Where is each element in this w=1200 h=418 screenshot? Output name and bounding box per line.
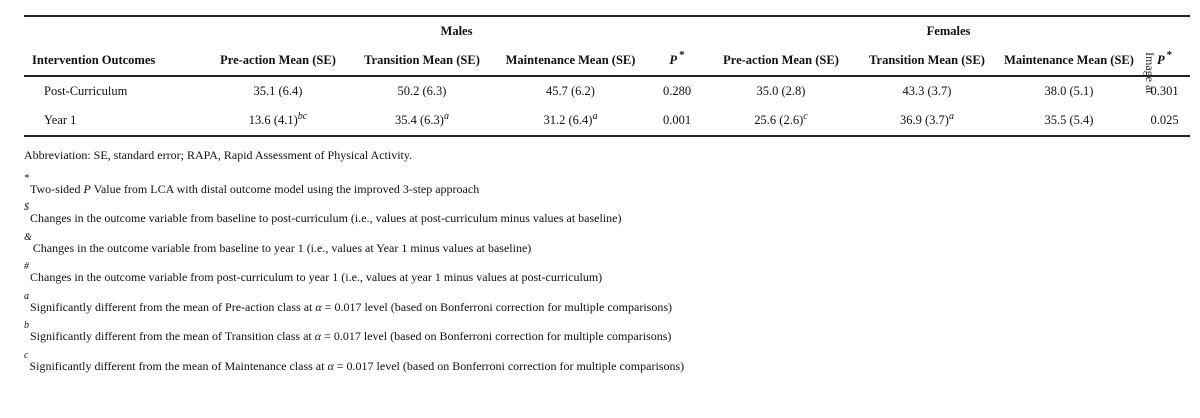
cell-value: 43.3 (3.7): [902, 83, 952, 98]
col-header-females-preaction: Pre-action Mean (SE): [707, 45, 855, 76]
footnote-text: [30, 182, 479, 197]
cell-value: 38.0 (5.1): [1044, 83, 1094, 98]
cell-females-p: 0.301: [1150, 83, 1179, 98]
footnote-b: [24, 320, 1184, 353]
alpha-symbol: α: [315, 299, 322, 314]
col-header-males-p: [647, 45, 707, 76]
footnote-text-part: = 0.017 level (based on Bonferroni correction for multiple comparisons): [321, 329, 672, 343]
cell-value: 36.9 (3.7): [900, 112, 949, 127]
row-label: Year 1: [24, 105, 206, 136]
cell-value: 35.5 (5.4): [1044, 112, 1094, 127]
footnote-text: [30, 329, 671, 344]
p-asterisk: *: [1166, 49, 1173, 62]
cell-females-preaction: [707, 105, 855, 136]
footnote-text-part: = 0.017 level (based on Bonferroni correction for multiple comparisons): [321, 299, 673, 314]
group-header-empty: [24, 16, 206, 45]
alpha-symbol: α: [327, 358, 334, 373]
cell-superscript: a: [592, 110, 598, 122]
footnote-text-part: Significantly different from the mean of Transition class at: [30, 329, 315, 343]
footnote-text: Changes in the outcome variable from baseline to post-curriculum (i.e., values at post-curriculum minus values at baseline): [30, 211, 622, 225]
cell-value: 50.2 (6.3): [397, 83, 447, 98]
table-row: [24, 76, 1190, 105]
cell-value: 35.4 (6.3): [395, 112, 444, 127]
footnote-text-part: Value from LCA with distal outcome model using the improved 3-step approach: [90, 181, 480, 196]
p-label: P: [669, 52, 678, 67]
footnote-text-part: Two-sided: [30, 181, 84, 196]
footnote-text: Changes in the outcome variable from baseline to year 1 (i.e., values at Year 1 minus values at baseline): [32, 240, 532, 255]
cell-males-preaction: [206, 76, 350, 105]
cell-females-maintenance: [999, 76, 1139, 105]
row-label: Post-Curriculum: [44, 83, 128, 98]
cell-males-maintenance: [494, 105, 647, 136]
col-header-males-maintenance: Maintenance Mean (SE): [494, 45, 647, 76]
footnote-text: Abbreviation: SE, standard error; RAPA, Rapid Assessment of Physical Activity.: [24, 148, 413, 162]
cell-females-p: 0.025: [1139, 105, 1190, 136]
p-asterisk: *: [679, 49, 685, 62]
group-header-males: Males: [206, 16, 707, 45]
cell-value: 25.6 (2.6): [754, 112, 804, 127]
cell-value: 45.7 (6.2): [546, 83, 595, 98]
footnote-a: [24, 290, 1184, 324]
footnote-hash: [24, 261, 1184, 294]
results-table-container: [24, 15, 1190, 137]
alpha-symbol: α: [314, 329, 322, 343]
footnote-c: [24, 349, 1184, 383]
cell-males-preaction: [206, 105, 350, 136]
col-header-females-maintenance: Maintenance Mean (SE): [999, 45, 1139, 76]
footnote-text: [29, 359, 684, 374]
footnote-mark: c: [24, 349, 29, 361]
cell-females-transition: [855, 76, 999, 105]
cell-superscript: bc: [297, 110, 308, 122]
footnote-dollar: [24, 202, 1184, 235]
cell-females-transition: [855, 105, 999, 136]
col-header-males-preaction: Pre-action Mean (SE): [206, 45, 350, 76]
cell-superscript: c: [803, 110, 808, 122]
footnote-mark: $: [24, 202, 29, 213]
footnote-p-symbol: P: [83, 181, 91, 196]
footnote-mark: #: [24, 261, 29, 272]
col-header-females-transition: Transition Mean (SE): [855, 45, 999, 76]
footnote-asterisk: [24, 172, 1184, 206]
cell-females-preaction: [707, 76, 855, 105]
col-header-males-transition: Transition Mean (SE): [350, 45, 494, 76]
footnotes: [24, 146, 1184, 382]
footnote-mark: b: [24, 320, 29, 331]
footnote-mark: *: [24, 172, 29, 184]
cell-males-transition: [350, 76, 494, 105]
cell-superscript: a: [443, 110, 449, 122]
cell-females-maintenance: [999, 105, 1139, 136]
group-header-females: Females: [707, 16, 1190, 45]
footnote-text-part: = 0.017 level (based on Bonferroni correction for multiple comparisons): [333, 358, 685, 373]
footnote-mark: a: [24, 290, 29, 302]
footnote-text: Changes in the outcome variable from post-curriculum to year 1 (i.e., values at year 1 minus values at post-curriculum): [30, 270, 603, 284]
cell-value: 35.1 (6.4): [253, 83, 303, 98]
cell-males-p: 0.280: [662, 83, 692, 98]
cell-males-p: 0.001: [647, 105, 707, 136]
p-label: P: [1156, 52, 1165, 67]
table-row: [24, 105, 1190, 136]
cell-males-maintenance: [494, 76, 647, 105]
cell-value: 13.6 (4.1): [248, 112, 298, 127]
group-header-row: [24, 16, 1190, 45]
col-header-outcome: Intervention Outcomes: [24, 45, 206, 76]
footnote-text: [30, 300, 672, 315]
cell-males-transition: [350, 105, 494, 136]
footnote-ampersand: [24, 231, 1184, 265]
footnote-text-part: Significantly different from the mean of Pre-action class at: [30, 299, 316, 314]
footnote-mark: &: [24, 231, 32, 243]
cell-superscript: a: [948, 110, 954, 122]
footnote-abbreviation: [24, 146, 1184, 176]
column-header-row: [24, 45, 1190, 76]
overlay-text: Image at: [1143, 52, 1157, 94]
results-table: [24, 15, 1190, 137]
cell-value: 31.2 (6.4): [543, 112, 593, 127]
footnote-text-part: Significantly different from the mean of Maintenance class at: [29, 358, 328, 373]
cell-value: 35.0 (2.8): [756, 83, 806, 98]
